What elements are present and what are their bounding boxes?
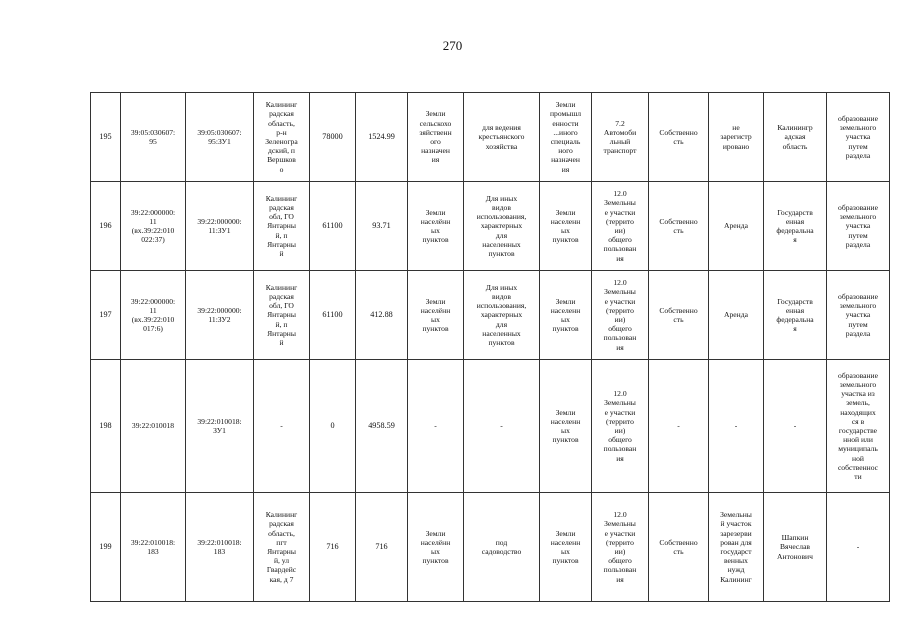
cell-address: Калининг радская обл, ГО Янтарны й, п Янтарны й xyxy=(254,182,310,271)
cell-formation-method: образование земельного участка путем раздела xyxy=(827,271,890,360)
land-plots-table xyxy=(90,92,890,602)
cell-permitted-use: под садоводство xyxy=(464,493,540,602)
table-row xyxy=(91,182,890,271)
cell-area-total: 716 xyxy=(310,493,356,602)
cell-new-land-category: Земли населенн ых пунктов xyxy=(540,182,592,271)
cell-formation-method: образование земельного участка путем раздела xyxy=(827,182,890,271)
cell-cadastral-number: 39:05:030607: 95 xyxy=(121,93,186,182)
cell-right-holder: Государств енная федеральна я xyxy=(764,271,827,360)
cell-area-part: 1524.99 xyxy=(356,93,408,182)
cell-permitted-use: для ведения крестьянского хозяйства xyxy=(464,93,540,182)
cell-row-number: 199 xyxy=(91,493,121,602)
table-row xyxy=(91,493,890,602)
cell-new-land-category: Земли населенн ых пунктов xyxy=(540,493,592,602)
cell-permitted-use: - xyxy=(464,360,540,493)
cell-new-permitted-use: 12.0 Земельны е участки (террито ии) общего пользован ия xyxy=(592,182,649,271)
cell-area-total: 61100 xyxy=(310,271,356,360)
cell-permitted-use: Для иных видов использования, характерных для населенных пунктов xyxy=(464,271,540,360)
cell-cadastral-number: 39:22:000000: 11 (вх.39:22:010 017:6) xyxy=(121,271,186,360)
cell-address: Калининг радская область, пгт Янтарны й, ул Гвардейс кая, д 7 xyxy=(254,493,310,602)
cell-right-holder: - xyxy=(764,360,827,493)
table-row xyxy=(91,93,890,182)
cell-area-part: 4958.59 xyxy=(356,360,408,493)
cell-area-total: 61100 xyxy=(310,182,356,271)
table-row xyxy=(91,360,890,493)
cell-land-category: Земли населённ ых пунктов xyxy=(408,271,464,360)
cell-address: - xyxy=(254,360,310,493)
cell-area-part: 93.71 xyxy=(356,182,408,271)
cell-address: Калининг радская область, р-н Зеленогра дский, п Вершков о xyxy=(254,93,310,182)
cell-right-type: Собственно сть xyxy=(649,93,709,182)
cell-encumbrance: Аренда xyxy=(709,182,764,271)
cell-new-plot-number: 39:22:010018: 183 xyxy=(186,493,254,602)
cell-new-permitted-use: 12.0 Земельны е участки (террито ии) общего пользован ия xyxy=(592,493,649,602)
cell-encumbrance: - xyxy=(709,360,764,493)
cell-area-part: 412.88 xyxy=(356,271,408,360)
cell-encumbrance: не зарегистр ировано xyxy=(709,93,764,182)
cell-address: Калининг радская обл, ГО Янтарны й, п Янтарны й xyxy=(254,271,310,360)
cell-land-category: Земли населённ ых пунктов xyxy=(408,493,464,602)
page-number: 270 xyxy=(442,38,463,53)
cell-right-holder: Шапкин Вячеслав Антонович xyxy=(764,493,827,602)
cell-row-number: 198 xyxy=(91,360,121,493)
cell-permitted-use: Для иных видов использования, характерных для населенных пунктов xyxy=(464,182,540,271)
cell-right-type: - xyxy=(649,360,709,493)
cell-cadastral-number: 39:22:000000: 11 (вх.39:22:010 022:37) xyxy=(121,182,186,271)
cell-right-holder: Государств енная федеральна я xyxy=(764,182,827,271)
cell-row-number: 195 xyxy=(91,93,121,182)
cell-new-plot-number: 39:05:030607: 95:ЗУ1 xyxy=(186,93,254,182)
cell-right-type: Собственно сть xyxy=(649,182,709,271)
cell-new-land-category: Земли промышл енности ...иного специаль ного назначен ия xyxy=(540,93,592,182)
cell-new-permitted-use: 7.2 Автомоби льный транспорт xyxy=(592,93,649,182)
cell-row-number: 197 xyxy=(91,271,121,360)
cell-area-total: 0 xyxy=(310,360,356,493)
cell-new-plot-number: 39:22:000000: 11:ЗУ1 xyxy=(186,182,254,271)
cell-area-total: 78000 xyxy=(310,93,356,182)
cell-formation-method: образование земельного участка путем раздела xyxy=(827,93,890,182)
cell-new-land-category: Земли населенн ых пунктов xyxy=(540,271,592,360)
cell-new-plot-number: 39:22:010018: ЗУ1 xyxy=(186,360,254,493)
cell-new-permitted-use: 12.0 Земельны е участки (террито ии) общего пользован ия xyxy=(592,360,649,493)
cell-cadastral-number: 39:22:010018 xyxy=(121,360,186,493)
cell-land-category: Земли населённ ых пунктов xyxy=(408,182,464,271)
cell-right-holder: Калинингр адская область xyxy=(764,93,827,182)
cell-right-type: Собственно сть xyxy=(649,493,709,602)
cell-land-category: Земли сельскохо зяйственн ого назначен ия xyxy=(408,93,464,182)
cell-formation-method: образование земельного участка из земель, находящих ся в государстве нной или муниципаль ной собственнос ти xyxy=(827,360,890,493)
cell-formation-method: - xyxy=(827,493,890,602)
cell-cadastral-number: 39:22:010018: 183 xyxy=(121,493,186,602)
cell-row-number: 196 xyxy=(91,182,121,271)
cell-new-plot-number: 39:22:000000: 11:ЗУ2 xyxy=(186,271,254,360)
cell-encumbrance: Аренда xyxy=(709,271,764,360)
cell-land-category: - xyxy=(408,360,464,493)
cell-encumbrance: Земельны й участок зарезерви рован для государст венных нужд Калининг xyxy=(709,493,764,602)
table-row xyxy=(91,271,890,360)
cell-new-land-category: Земли населенн ых пунктов xyxy=(540,360,592,493)
table-body xyxy=(91,93,890,602)
cell-area-part: 716 xyxy=(356,493,408,602)
cell-right-type: Собственно сть xyxy=(649,271,709,360)
cell-new-permitted-use: 12.0 Земельны е участки (террито ии) общего пользован ия xyxy=(592,271,649,360)
